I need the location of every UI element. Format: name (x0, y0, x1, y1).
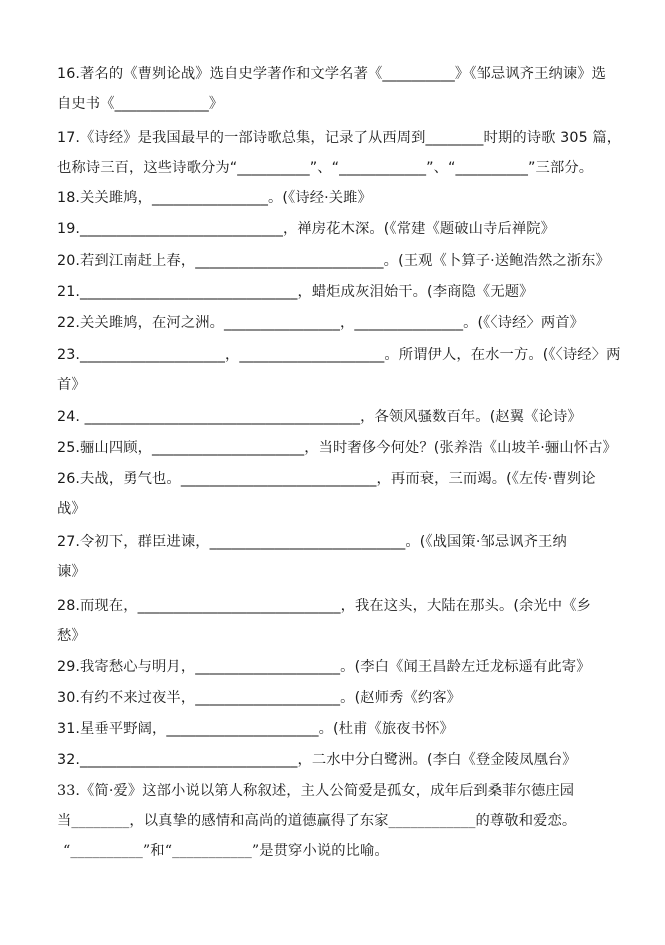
question-29: 29.我寄愁心与明月，____________________。(李白《闻王昌龄左迁龙标遥有此寄》 (57, 659, 591, 675)
question-16-line-2: 自史书《_____________》 (57, 96, 224, 112)
question-20: 20.若到江南赶上春，__________________________。(王观《卜算子·送鲍浩然之浙东》 (57, 253, 610, 269)
question-32: 32.______________________________，二水中分白鹭洲。(李白《登金陵凤凰台》 (57, 752, 577, 768)
question-27-line-1: 27.令初下，群臣进谏，___________________________。(《战国策·邹忌讽齐王纳 (57, 534, 567, 550)
question-31: 31.星垂平野阔，_____________________。(杜甫《旅夜书怀》 (57, 721, 454, 737)
question-25: 25.骊山四顾，_____________________，当时奢侈今何处？(张养浩《山坡羊·骊山怀古》 (57, 440, 617, 456)
question-28-line-2: 愁》 (57, 628, 86, 644)
question-24: 24. ______________________________________，各领风骚数百年。(赵翼《论诗》 (57, 409, 582, 425)
question-28-line-1: 28.而现在，____________________________，我在这头，大陆在那头。(余光中《乡 (57, 598, 592, 614)
question-22: 22.关关雎鸠，在河之洲。________________，_______________。(《〈诗经〉两首》 (57, 315, 585, 331)
question-33-line-1: 33.《简·爱》这部小说以第人称叙述，主人公简爱是孤女，成年后到桑菲尔德庄园 (57, 783, 575, 799)
question-27-line-2: 谏》 (57, 564, 86, 580)
question-17-line-2: 也称诗三百，这些诗歌分为“__________”、“____________”、“__________”三部分。 (57, 160, 594, 176)
question-23-line-2: 首》 (57, 377, 86, 393)
question-17-line-1: 17.《诗经》是我国最早的一部诗歌总集，记录了从西周到________时期的诗歌 305 篇， (57, 130, 622, 146)
question-19: 19.____________________________，禅房花木深。(《常建《题破山寺后禅院》 (57, 221, 556, 237)
question-33-line-2: 当________，以真挚的感情和高尚的道德赢得了东家____________的尊敬和爱恋。 (57, 813, 577, 829)
question-16-line-1: 16.著名的《曹刿论战》选自史学著作和文学名著《__________》《邹忌讽齐王纳谏》选 (57, 66, 607, 82)
question-21: 21.______________________________，蜡炬成灰泪始干。(李商隐《无题》 (57, 284, 534, 300)
question-18: 18.关关雎鸠，________________。(《诗经·关雎》 (57, 190, 372, 206)
question-26-line-2: 战》 (57, 501, 86, 517)
question-23-line-1: 23.____________________，____________________。所谓伊人，在水一方。(《〈诗经〉两 (57, 347, 621, 363)
question-30: 30.有约不来过夜半，____________________。(赵师秀《约客》 (57, 690, 462, 706)
question-33-line-3: “__________”和“___________”是贯穿小说的比喻。 (63, 843, 389, 859)
question-26-line-1: 26.夫战，勇气也。___________________________，再而衰，三而竭。(《左传·曹刿论 (57, 471, 596, 487)
